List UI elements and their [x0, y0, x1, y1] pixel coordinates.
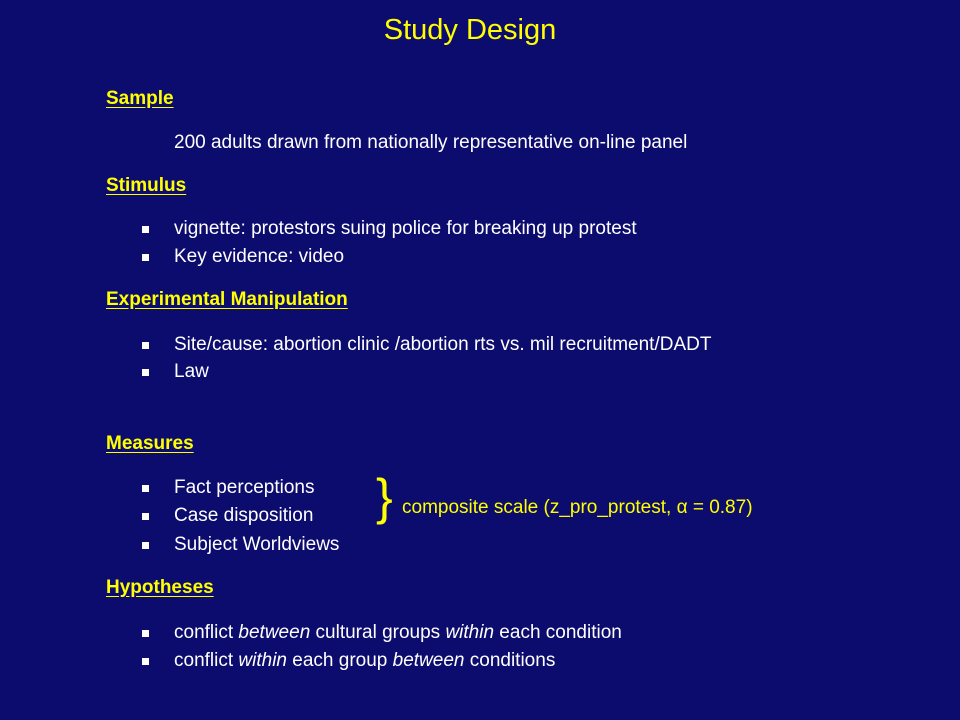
- stimulus-item-text: Key evidence: video: [174, 246, 345, 267]
- heading-stimulus: Stimulus: [106, 175, 187, 196]
- bullet-square-icon: [142, 342, 149, 349]
- heading-measures: Measures: [106, 433, 194, 454]
- sample-text: 200 adults drawn from nationally representative on-line panel: [174, 132, 688, 153]
- measures-item-text: Subject Worldviews: [174, 534, 340, 555]
- hypothesis-item-text: conflict within each group between conditions: [174, 650, 556, 671]
- bullet-square-icon: [142, 226, 149, 233]
- bullet-square-icon: [142, 254, 149, 261]
- brace: }: [376, 469, 393, 525]
- bullet-square-icon: [142, 369, 149, 376]
- heading-manipulation: Experimental Manipulation: [106, 289, 348, 310]
- hypothesis-item-text: conflict between cultural groups within each condition: [174, 622, 622, 643]
- heading-sample: Sample: [106, 88, 174, 109]
- measures-item-text: Case disposition: [174, 505, 314, 526]
- bullet-square-icon: [142, 542, 149, 549]
- manipulation-item-text: Law: [174, 361, 209, 382]
- measures-item-text: Fact perceptions: [174, 477, 315, 498]
- heading-hypotheses: Hypotheses: [106, 577, 214, 598]
- manipulation-item-text: Site/cause: abortion clinic /abortion rts vs. mil recruitment/DADT: [174, 334, 712, 355]
- bullet-square-icon: [142, 513, 149, 520]
- stimulus-item-text: vignette: protestors suing police for breaking up protest: [174, 218, 637, 239]
- bullet-square-icon: [142, 630, 149, 637]
- bullet-square-icon: [142, 485, 149, 492]
- bullet-square-icon: [142, 658, 149, 665]
- composite-scale-note: composite scale (z_pro_protest, α = 0.87): [402, 497, 753, 518]
- slide-title: Study Design: [383, 14, 557, 46]
